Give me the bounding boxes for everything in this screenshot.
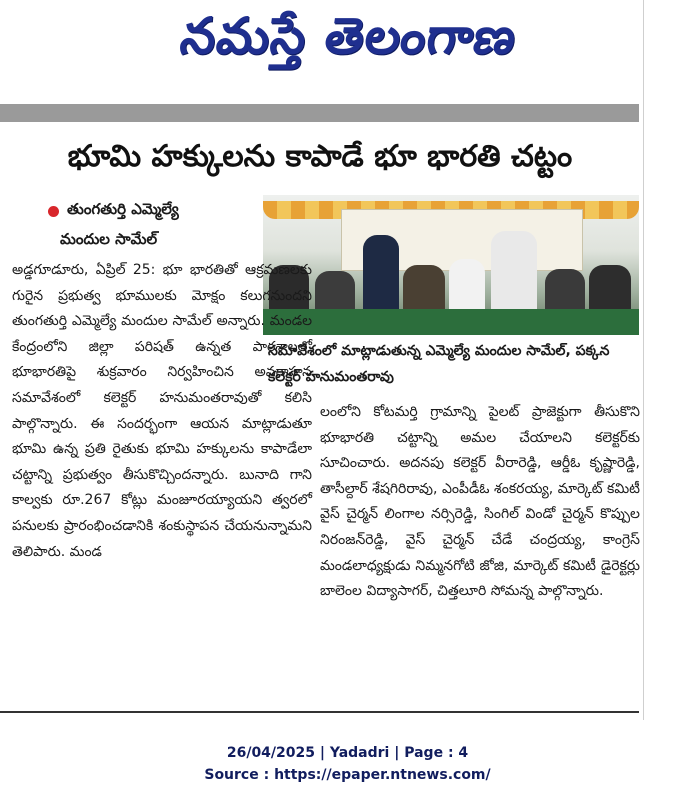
section-rule: [0, 104, 639, 122]
byline-row: [48, 196, 258, 226]
byline-title: తుంగతుర్తి ఎమ్మెల్యే: [67, 200, 179, 218]
article-headline: భూమి హక్కులను కాపాడే భూ భారతి చట్టం: [67, 139, 573, 174]
footer-date-line: 26/04/2025 | Yadadri | Page : 4: [226, 745, 469, 761]
bottom-rule: [0, 711, 639, 713]
article-column-right: లంలోని కోటమర్తి గ్రామాన్ని పైలట్ ప్రాజెక్టుగా తీసుకొని భూభారతి చట్టాన్ని అమల చేయాలని కలెక్టర్‌కు సూచించారు. అదనపు కలెక్టర్ వీరారెడ్డి, ఆర్డీఓ కృష్ణారెడ్డి, తాసీల్దార్ శేషగిరిరావు, ఎంపీడీఓ శంకరయ్య, మార్కెట్ కమిటీ వైస్ చైర్మన్ లింగాల నర్సిరెడ్డి, సింగిల్ విండో చైర్మన్ కొప్పుల నిరంజన్‌రెడ్డి, వైస్ చైర్మన్ చేడే చంద్రయ్య, కాంగ్రెస్ మండలాధ్యక్షుడు నిమ్మనగోటి జోజి, మార్కెట్ కమిటీ డైరెక్టర్లు బాలెంల విద్యాసాగర్, చిత్తలూరి సోమన్న పాల్గొన్నారు.: [320, 404, 640, 600]
masthead: [0, 0, 695, 84]
photo-caption: సమావేశంలో మాట్లాడుతున్న ఎమ్మెల్యే మందుల సామేల్, పక్కన కలెక్టర్ హనుమంతరావు: [268, 343, 610, 385]
photo-table: [263, 309, 639, 335]
footer: [0, 742, 695, 786]
byline-name: మందుల సామేల్: [60, 230, 158, 248]
article-column-left: అడ్డగూడూరు, ఏప్రిల్ 25: భూ భారతితో ఆక్రమణలకు గురైన ప్రభుత్వ భూములకు మోక్షం కలుగనుందని తుంగతుర్తి ఎమ్మెల్యే మందుల సామేల్ అన్నారు. మండల కేంద్రంలోని జిల్లా పరిషత్ ఉన్నత పాఠశాలలో భూభారతిపై శుక్రవారం నిర్వహించిన అవగాహన సమావేశంలో కలెక్టర్ హనుమంతరావుతో కలిసి పాల్గొన్నారు. ఈ సందర్భంగా ఆయన మాట్లాడుతూ భూమి ఉన్న ప్రతి రైతుకు భూమి హక్కులను కాపాడేలా చట్టాన్ని ప్రభుత్వం తీసుకొచ్చిందన్నారు. బునాది గాని కాల్వకు రూ.267 కోట్లు మంజూరయ్యాయని త్వరలో పనులకు ప్రారంభించడానికి శంకుస్థాపన చేయనున్నామని తెలిపారు. మండ: [12, 262, 312, 560]
bullet-icon: [48, 206, 59, 217]
article-photo: [263, 195, 639, 335]
masthead-title: నమస్తే తెలంగాణ: [176, 6, 521, 65]
footer-source-line: Source : https://epaper.ntnews.com/: [204, 767, 491, 783]
